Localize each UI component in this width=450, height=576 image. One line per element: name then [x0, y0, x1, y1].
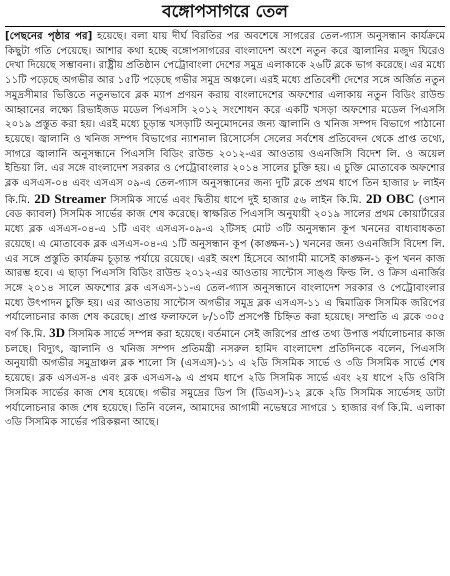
body-text-4: সিসমিক সার্ভে সম্পন্ন করা হয়েছে। বর্তমানে সেই জরিপের প্রাপ্ত তথ্য উপাত্ত পর্যালোচনার কাজ চলছে। বিদ্যুৎ, জ্বালানি ও খনিজ সম্পদ প্রতিমন্ত্রী নসরুল হামিদ বাংলাদেশ প্রতিদিনকে বলেন, পিএসসি অনুযায়ী অগভীর সমুদ্রাঞ্চল ব্লক শালো সি (এসএস)-১১ এ ২ডি সিসমিক সার্ভে ও ৩ডি সিসমিক সার্ভে শেষ হয়েছে। ব্লক এসএস-৪ এবং ব্লক এসএস-৯ এ প্রথম ধাপে ২ডি সিসমিক সার্ভে এবং ২য় ধাপে ২ডি ওবিসি সিসমিক সার্ভের কাজ শেষ হয়েছে। গভীর সমুদ্রের ডিপ সি (ডিএস)-১২ ব্লকে ২ডি সিসমিক সার্ভেসহ ডাটা পর্যালোচনার কাজ শেষ হয়েছে। তিনি বলেন, আমাদের আগামী নভেম্বরে সাগরে ১ হাজার বর্গ কি.মি. এলাকা ৩ডি সিসমিক সার্ভের পরিকল্পনা আছে।: [5, 329, 445, 429]
article-title: বঙ্গোপসাগরে তেল: [5, 0, 445, 27]
body-text-2: সিসমিক সার্ভে এবং দ্বিতীয় ধাপে দুই হাজার ৫৬ লাইন কি.মি.: [106, 194, 366, 206]
body-text-1: হয়েছে। বলা যায় দীর্ঘ বিরতির পর অবশেষে সাগরের তেল-গ্যাস অনুসন্ধান কার্যক্রমে কিছুটা গতি পেয়েছে। আশার কথা হচ্ছে বঙ্গোপসাগরের বাংলাদেশ অংশে নতুন করে জ্বালানির মজুদ ঘিরেও দেখা দিয়েছে সম্ভাবনা। রাষ্ট্রীয় প্রতিষ্ঠান পেট্রোবাংলা দেশের সমুদ্র এলাকাকে ২৬টি ব্লকে ভাগ করেছে। এর মধ্যে ১১টি পড়েছে অগভীর আর ১৫টি পড়েছে গভীর সমুদ্র অঞ্চলে। এরই মধ্যে প্রতিবেশী দেশের সঙ্গে অর্জিত নতুন সমুদ্রসীমার ভিত্তিতে নতুনভাবে ব্লক ম্যাপ প্রণয়ন করায় বাংলাদেশের অফশোর এলাকায় নতুন বিডিং রাউন্ড আহ্বানের লক্ষ্যে রিভাইজড মডেল পিএসসি ২০১২ সংশোধন করে একটি খসড়া অফশোর মডেল পিএসসি ২০১৯ প্রস্তুত করা হয়। এরই মধ্যে চূড়ান্ত খসড়াটি অনুমোদনের জন্য জ্বালানি ও খনিজ সম্পদ বিভাগে পাঠানো হয়েছে। জ্বালানি ও খনিজ সম্পদ বিভাগের ন্যাশনাল রিসোর্সেস সেলের সর্বশেষ প্রতিবেদন থেকে প্রাপ্ত তথ্যে, সাগরে জ্বালানি অনুসন্ধানে পিএসসি বিডিং রাউন্ড ২০১২-এর আওতায় ওএনজিসি বিদেশ লি. ও অয়েল ইন্ডিয়া লি. এর সঙ্গে বাংলাদেশ সরকার ও পেট্রোবাংলার ২০১৪ সালের চুক্তি হয়। এ চুক্তি মোতাবেক অফশোর ব্লক এসএস-০৪ এবং এসএস ০৯-এ তেল-গ্যাস অনুসন্ধানের জন্য দুটি ব্লকে প্রথম ধাপে তিন হাজার ৮ লাইন কি.মি.: [5, 31, 446, 206]
article-body: [5, 30, 445, 431]
body-text-3: (ওশান বেড ক্যাবল) সিসমিক সার্ভের কাজ শেষ করেছে। স্বাক্ষরিত পিএসসি অনুযায়ী ২০১৯ সালের প্রথম কোয়ার্টারের মধ্যে ব্লক এসএস-০৪-এ ১টি এবং এসএস-০৯-এ ২টিসহ মোট ৩টি অনুসন্ধান কূপ খননের বাধ্যবাধকতা রয়েছে। এ মোতাবেক ব্লক এসএস-০৪-এ ১টি অনুসন্ধান কূপ (কাঙ্ক্ষন-১) খননের জন্য ওএনজিসি বিদেশ লি. এর সঙ্গে প্রস্তুতি কার্যক্রম চূড়ান্ত পর্যায়ে রয়েছে। এরই অংশ হিসেবে আগামী মাসেই কাঙ্ক্ষন-১ কূপ খনন কাজ আরম্ভ হবে। এ ছাড়া পিএসসি বিডিং রাউন্ড ২০১২-এর আওতায় সান্টোস সাঙ্গু ফিল্ড লি. ও ক্রিস এনার্জির সঙ্গে ২০১৪ সালে অফশোর ব্লক এসএস-১১-এ তেল-গ্যাস অনুসন্ধানে বাংলাদেশ সরকার ও পেট্রোবাংলার মধ্যে উৎপাদন চুক্তি হয়। এর আওতায় সান্টোস অগভীর সমুদ্র ব্লক এসএস-১১ এ দ্বিমাত্রিক সিসমিক জরিপের পর্যালোচনার কাজ শেষ করেছে। প্রাপ্ত ফলাফলে ৮/১০টি প্রসপেক্ট চিহ্নিত করা হয়েছে। সম্প্রতি এ ব্লকে ৩০৫ বর্গ কি.মি.: [5, 194, 445, 341]
seismic-term-2d-streamer: 2D Streamer: [34, 190, 107, 206]
seismic-term-3d: 3D: [49, 325, 66, 341]
continuation-marker: [পেছনের পৃষ্ঠার পর]: [5, 31, 93, 42]
seismic-term-2d-obc: 2D OBC: [365, 190, 415, 206]
